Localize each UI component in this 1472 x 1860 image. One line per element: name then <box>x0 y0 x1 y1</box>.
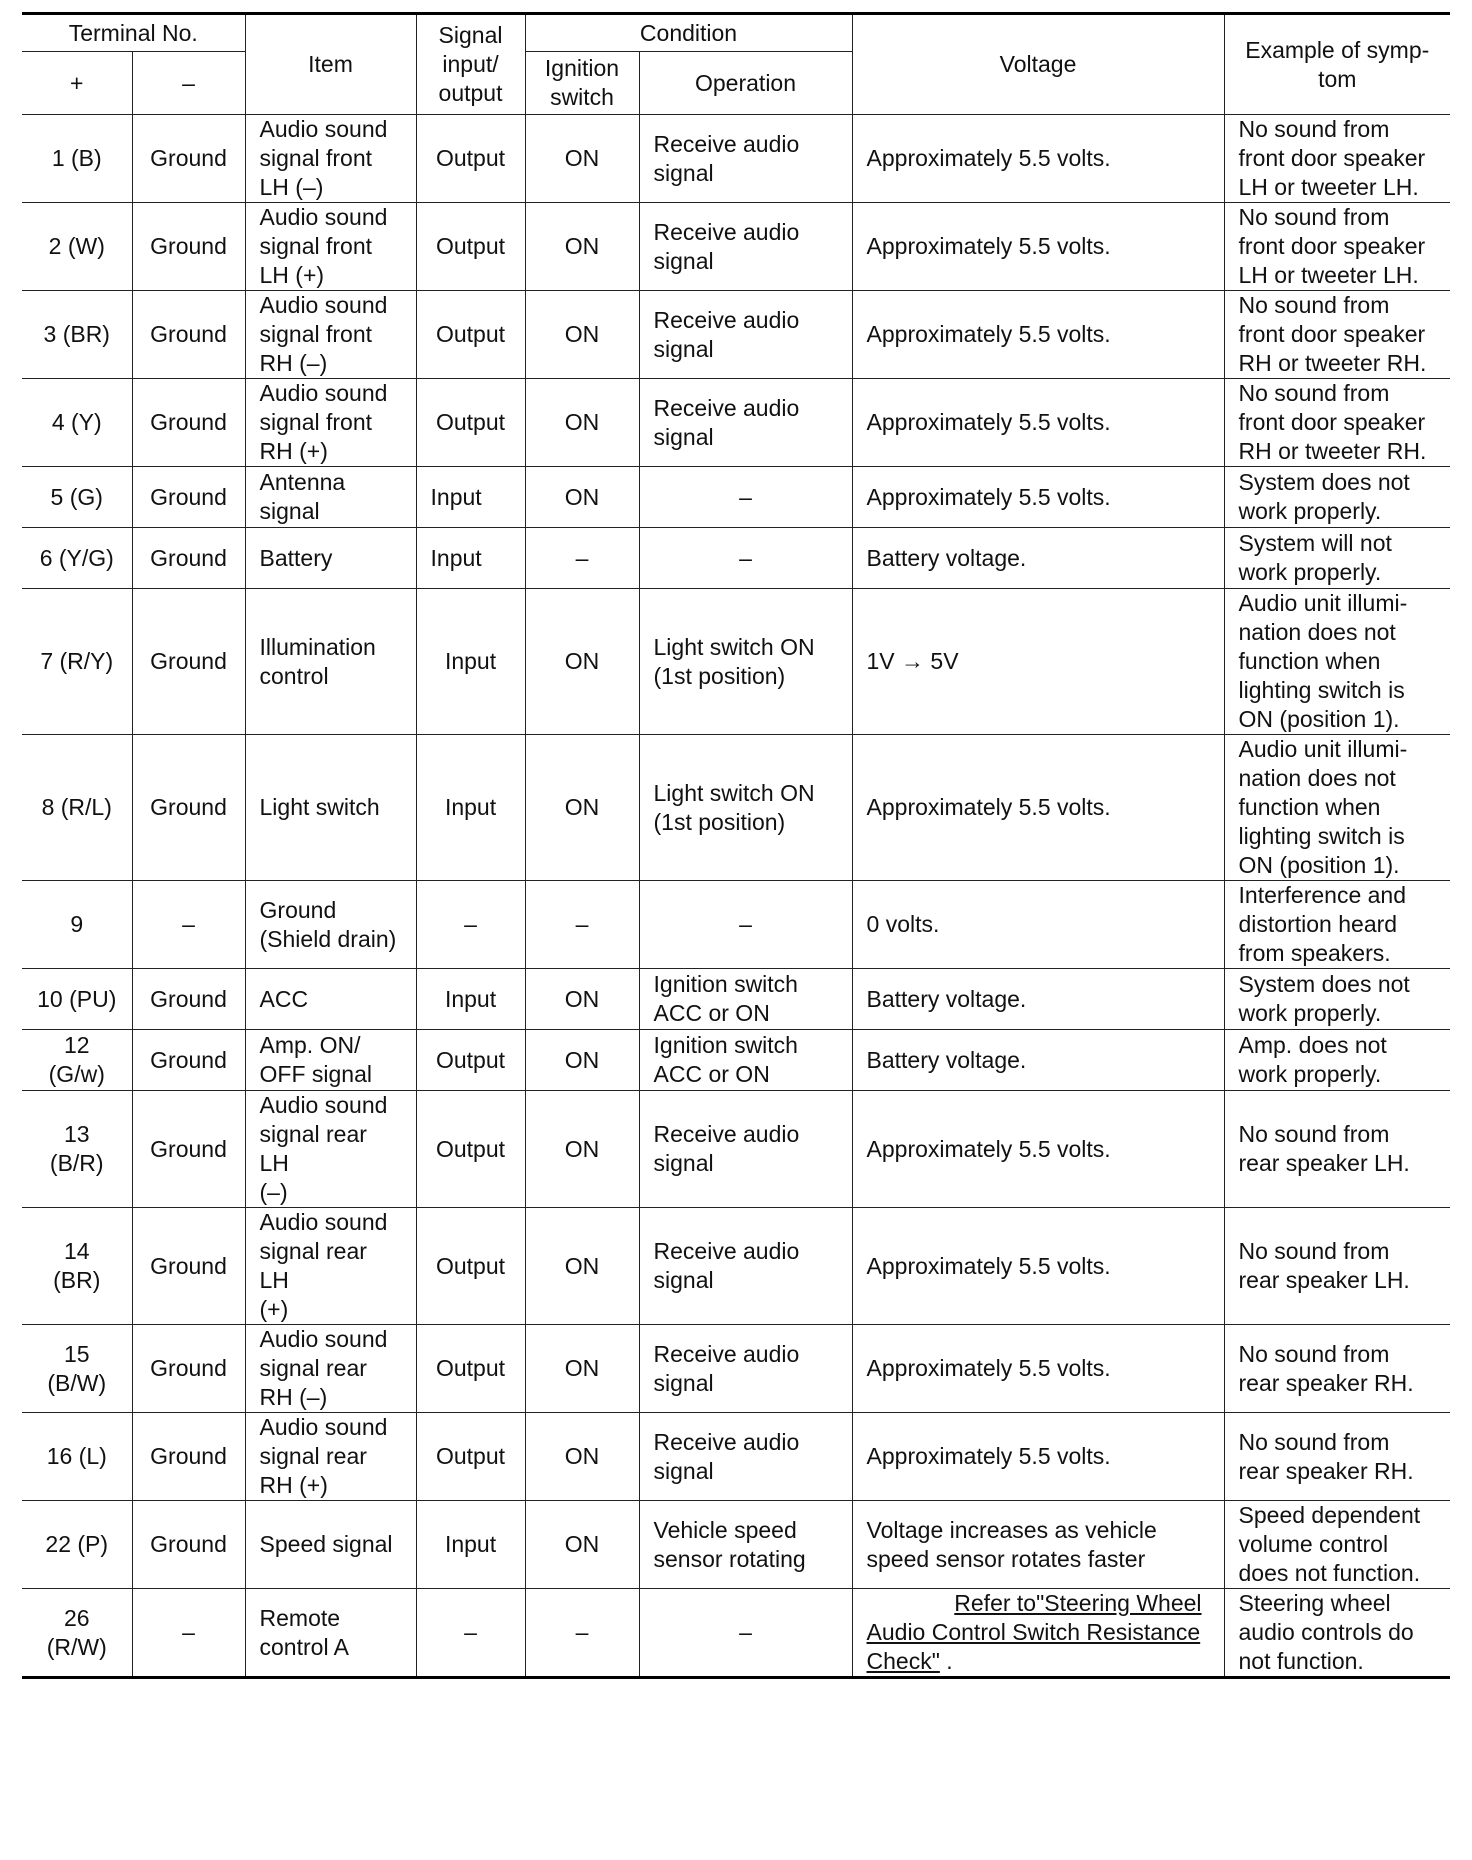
cell-ignition: ON <box>525 291 639 379</box>
cell-ignition: ON <box>525 1091 639 1208</box>
cell-symptom: No sound from front door speaker LH or tweeter LH. <box>1224 115 1450 203</box>
header-minus: – <box>132 52 245 115</box>
cell-plus: 3 (BR) <box>22 291 132 379</box>
table-row <box>22 1208 1450 1325</box>
cell-item: Illumination control <box>245 589 416 735</box>
cell-voltage: Approximately 5.5 volts. <box>852 1325 1224 1413</box>
cell-signal: Input <box>416 467 525 528</box>
header-ignition-switch: Ignition switch <box>525 52 639 115</box>
cell-item: Audio sound signal front LH (–) <box>245 115 416 203</box>
cell-ignition: ON <box>525 1030 639 1091</box>
cell-ignition: – <box>525 1589 639 1678</box>
table-row <box>22 1325 1450 1413</box>
cell-voltage: Approximately 5.5 volts. <box>852 379 1224 467</box>
table-row <box>22 528 1450 589</box>
table-row <box>22 1091 1450 1208</box>
cell-ignition: ON <box>525 203 639 291</box>
cell-signal: Input <box>416 589 525 735</box>
cell-item: Audio sound signal rear RH (–) <box>245 1325 416 1413</box>
cell-item: Light switch <box>245 735 416 881</box>
cell-minus: Ground <box>132 589 245 735</box>
cell-ignition: ON <box>525 1325 639 1413</box>
cell-operation: Receive audio signal <box>639 1413 852 1501</box>
cell-minus: Ground <box>132 528 245 589</box>
cell-operation: Receive audio signal <box>639 1091 852 1208</box>
table-row <box>22 1413 1450 1501</box>
header-terminal-no: Terminal No. <box>22 14 245 52</box>
cell-item: Speed signal <box>245 1501 416 1589</box>
cell-operation: Receive audio signal <box>639 379 852 467</box>
table-row <box>22 1030 1450 1091</box>
cell-ignition: ON <box>525 1413 639 1501</box>
cell-voltage: 1V → 5V <box>852 589 1224 735</box>
cell-voltage: Approximately 5.5 volts. <box>852 291 1224 379</box>
cell-signal: – <box>416 881 525 969</box>
cell-ignition: ON <box>525 379 639 467</box>
cell-item: Antenna signal <box>245 467 416 528</box>
cell-voltage: Approximately 5.5 volts. <box>852 1208 1224 1325</box>
table-row <box>22 589 1450 735</box>
cell-symptom: System will not work properly. <box>1224 528 1450 589</box>
cell-plus: 6 (Y/G) <box>22 528 132 589</box>
cell-plus: 8 (R/L) <box>22 735 132 881</box>
cell-voltage: Approximately 5.5 volts. <box>852 115 1224 203</box>
cell-ignition: ON <box>525 969 639 1030</box>
table-header <box>22 14 1450 115</box>
cell-voltage: Approximately 5.5 volts. <box>852 735 1224 881</box>
cell-signal: Output <box>416 115 525 203</box>
cell-plus: 14 (BR) <box>22 1208 132 1325</box>
cell-signal: Output <box>416 379 525 467</box>
cell-signal: Output <box>416 1325 525 1413</box>
cell-minus: – <box>132 1589 245 1678</box>
cell-minus: Ground <box>132 1413 245 1501</box>
table-row <box>22 115 1450 203</box>
cell-item: Battery <box>245 528 416 589</box>
cell-plus: 5 (G) <box>22 467 132 528</box>
terminal-table-sheet <box>22 12 1450 1679</box>
cell-signal: Output <box>416 203 525 291</box>
cell-signal: Output <box>416 291 525 379</box>
table-row <box>22 735 1450 881</box>
steering-wheel-resistance-check-link-cont[interactable]: Audio Control Switch Resistance Check" <box>866 1619 1201 1674</box>
cell-plus: 2 (W) <box>22 203 132 291</box>
cell-plus: 22 (P) <box>22 1501 132 1589</box>
cell-operation: Ignition switch ACC or ON <box>639 969 852 1030</box>
cell-plus: 4 (Y) <box>22 379 132 467</box>
cell-minus: Ground <box>132 1208 245 1325</box>
cell-symptom: No sound from rear speaker RH. <box>1224 1325 1450 1413</box>
cell-minus: Ground <box>132 291 245 379</box>
cell-voltage: Battery voltage. <box>852 969 1224 1030</box>
cell-voltage: Battery voltage. <box>852 1030 1224 1091</box>
cell-minus: Ground <box>132 115 245 203</box>
cell-plus: 1 (B) <box>22 115 132 203</box>
cell-signal: Input <box>416 969 525 1030</box>
cell-symptom: No sound from rear speaker LH. <box>1224 1091 1450 1208</box>
cell-minus: – <box>132 881 245 969</box>
cell-signal: – <box>416 1589 525 1678</box>
table-row <box>22 203 1450 291</box>
cell-symptom: Speed dependent volume control does not function. <box>1224 1501 1450 1589</box>
cell-ignition: ON <box>525 735 639 881</box>
cell-item: Audio sound signal front RH (+) <box>245 379 416 467</box>
cell-plus: 26 (R/W) <box>22 1589 132 1678</box>
cell-symptom: System does not work properly. <box>1224 467 1450 528</box>
cell-item: Audio sound signal rear LH (+) <box>245 1208 416 1325</box>
cell-plus: 15 (B/W) <box>22 1325 132 1413</box>
steering-wheel-resistance-check-link[interactable]: Refer to"Steering Wheel <box>954 1590 1202 1616</box>
cell-ignition: – <box>525 528 639 589</box>
cell-plus: 13 (B/R) <box>22 1091 132 1208</box>
cell-symptom: Audio unit illumi- nation does not function when lighting switch is ON (position 1). <box>1224 589 1450 735</box>
table-row <box>22 467 1450 528</box>
cell-voltage: Approximately 5.5 volts. <box>852 1413 1224 1501</box>
cell-operation: – <box>639 528 852 589</box>
cell-item: Audio sound signal front RH (–) <box>245 291 416 379</box>
cell-voltage: 0 volts. <box>852 881 1224 969</box>
cell-operation: Receive audio signal <box>639 203 852 291</box>
cell-operation: Vehicle speed sensor rotating <box>639 1501 852 1589</box>
cell-symptom: Steering wheel audio controls do not function. <box>1224 1589 1450 1678</box>
cell-signal: Input <box>416 1501 525 1589</box>
cell-operation: – <box>639 1589 852 1678</box>
cell-item: Audio sound signal rear LH (–) <box>245 1091 416 1208</box>
cell-symptom: Interference and distortion heard from speakers. <box>1224 881 1450 969</box>
cell-minus: Ground <box>132 1501 245 1589</box>
cell-minus: Ground <box>132 379 245 467</box>
header-item: Item <box>245 14 416 115</box>
cell-minus: Ground <box>132 467 245 528</box>
cell-voltage: Approximately 5.5 volts. <box>852 467 1224 528</box>
table-row <box>22 1501 1450 1589</box>
table-row <box>22 1589 1450 1678</box>
cell-symptom: System does not work properly. <box>1224 969 1450 1030</box>
cell-symptom: No sound from front door speaker LH or tweeter LH. <box>1224 203 1450 291</box>
cell-plus: 7 (R/Y) <box>22 589 132 735</box>
cell-operation: Light switch ON (1st position) <box>639 589 852 735</box>
cell-signal: Output <box>416 1091 525 1208</box>
cell-item: Amp. ON/ OFF signal <box>245 1030 416 1091</box>
cell-minus: Ground <box>132 1091 245 1208</box>
cell-ignition: ON <box>525 467 639 528</box>
cell-minus: Ground <box>132 969 245 1030</box>
cell-ignition: ON <box>525 115 639 203</box>
header-signal-io: Signal input/ output <box>416 14 525 115</box>
cell-item: Audio sound signal front LH (+) <box>245 203 416 291</box>
cell-symptom: No sound from front door speaker RH or tweeter RH. <box>1224 291 1450 379</box>
cell-item: Audio sound signal rear RH (+) <box>245 1413 416 1501</box>
cell-plus: 12 (G/w) <box>22 1030 132 1091</box>
cell-signal: Output <box>416 1030 525 1091</box>
table-row <box>22 291 1450 379</box>
cell-minus: Ground <box>132 735 245 881</box>
cell-symptom: Audio unit illumi- nation does not function when lighting switch is ON (position 1). <box>1224 735 1450 881</box>
header-operation: Operation <box>639 52 852 115</box>
cell-signal: Output <box>416 1208 525 1325</box>
cell-item: Ground (Shield drain) <box>245 881 416 969</box>
cell-operation: – <box>639 467 852 528</box>
cell-minus: Ground <box>132 1325 245 1413</box>
cell-symptom: No sound from rear speaker RH. <box>1224 1413 1450 1501</box>
cell-ignition: ON <box>525 1501 639 1589</box>
cell-operation: – <box>639 881 852 969</box>
cell-plus: 9 <box>22 881 132 969</box>
cell-voltage: Voltage increases as vehicle speed sensor rotates faster <box>852 1501 1224 1589</box>
cell-voltage: Approximately 5.5 volts. <box>852 1091 1224 1208</box>
header-voltage: Voltage <box>852 14 1224 115</box>
header-example-of-symptom: Example of symp- tom <box>1224 14 1450 115</box>
cell-ignition: – <box>525 881 639 969</box>
cell-operation: Light switch ON (1st position) <box>639 735 852 881</box>
cell-signal: Input <box>416 735 525 881</box>
cell-operation: Receive audio signal <box>639 1325 852 1413</box>
cell-plus: 10 (PU) <box>22 969 132 1030</box>
cell-operation: Receive audio signal <box>639 115 852 203</box>
cell-voltage <box>852 1589 1224 1678</box>
cell-minus: Ground <box>132 1030 245 1091</box>
cell-symptom: No sound from front door speaker RH or tweeter RH. <box>1224 379 1450 467</box>
table-row <box>22 969 1450 1030</box>
cell-plus: 16 (L) <box>22 1413 132 1501</box>
cell-item: Remote control A <box>245 1589 416 1678</box>
cell-item: ACC <box>245 969 416 1030</box>
cell-symptom: No sound from rear speaker LH. <box>1224 1208 1450 1325</box>
table-row <box>22 379 1450 467</box>
voltage-suffix: . <box>939 1648 953 1674</box>
cell-operation: Ignition switch ACC or ON <box>639 1030 852 1091</box>
cell-signal: Output <box>416 1413 525 1501</box>
cell-minus: Ground <box>132 203 245 291</box>
cell-symptom: Amp. does not work properly. <box>1224 1030 1450 1091</box>
cell-signal: Input <box>416 528 525 589</box>
terminal-table <box>22 12 1450 1679</box>
header-plus: + <box>22 52 132 115</box>
cell-operation: Receive audio signal <box>639 291 852 379</box>
table-body <box>22 115 1450 1678</box>
cell-ignition: ON <box>525 589 639 735</box>
header-condition: Condition <box>525 14 852 52</box>
cell-operation: Receive audio signal <box>639 1208 852 1325</box>
cell-voltage: Battery voltage. <box>852 528 1224 589</box>
cell-voltage: Approximately 5.5 volts. <box>852 203 1224 291</box>
table-row <box>22 881 1450 969</box>
cell-ignition: ON <box>525 1208 639 1325</box>
